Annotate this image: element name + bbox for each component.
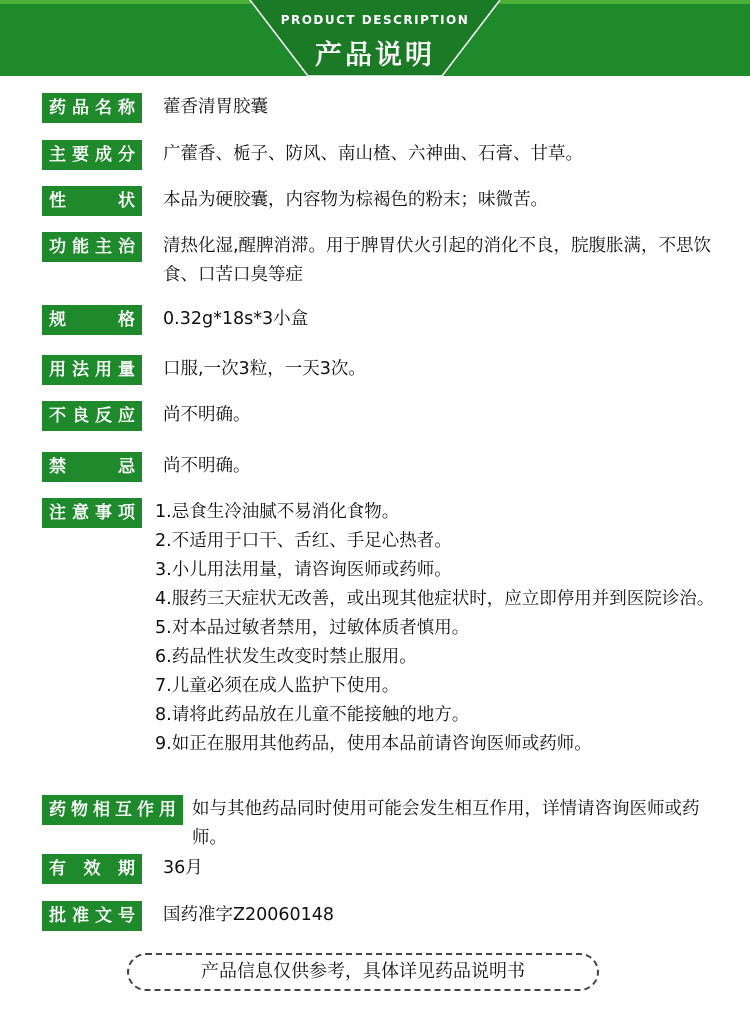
precaution-item: 2.不适用于口干、舌红、手足心热者。 (155, 531, 452, 551)
field-adverse-value: 尚不明确。 (163, 405, 251, 425)
field-adverse-label: 不良反应 (42, 401, 142, 431)
field-precautions-list (155, 498, 726, 759)
precaution-item: 8.请将此药品放在儿童不能接触的地方。 (155, 705, 470, 725)
precaution-item: 7.儿童必须在成人监护下使用。 (155, 676, 400, 696)
footer-note: 产品信息仅供参考，具体详见药品说明书 (127, 953, 599, 991)
field-expiry-label: 有 效 期 (42, 854, 142, 884)
field-name-label: 药品名称 (42, 93, 142, 123)
field-approval-value: 国药准字Z20060148 (163, 905, 335, 925)
field-appearance-value: 本品为硬胶囊，内容物为棕褐色的粉末；味微苦。 (163, 190, 548, 210)
precaution-item: 9.如正在服用其他药品，使用本品前请咨询医师或药师。 (155, 734, 592, 754)
field-indications-value: 清热化湿,醒脾消滞。用于脾胃伏火引起的消化不良，脘腹胀满，不思饮食、口苦口臭等症 (163, 236, 712, 285)
precaution-item: 5.对本品过敏者禁用，过敏体质者慎用。 (155, 618, 470, 638)
field-spec-value: 0.32g*18s*3小盒 (163, 309, 309, 329)
field-ingredients-label: 主要成分 (42, 140, 142, 170)
field-expiry-value: 36月 (163, 858, 203, 878)
field-name-value: 藿香清胃胶囊 (163, 97, 268, 117)
field-contraindications-label: 禁 忌 (42, 452, 142, 482)
field-indications-label: 功能主治 (42, 232, 142, 262)
field-appearance-label: 性 状 (42, 186, 142, 216)
field-interactions-value: 如与其他药品同时使用可能会发生相互作用，详情请咨询医师或药师。 (192, 799, 700, 848)
field-interactions-label: 药物相互作用 (42, 795, 183, 825)
field-precautions-label: 注意事项 (42, 498, 142, 528)
header-title-cn: 产品说明 (315, 40, 435, 71)
header-banner (0, 0, 750, 76)
precaution-item: 6.药品性状发生改变时禁止服用。 (155, 647, 417, 667)
field-dosage-value: 口服,一次3粒，一天3次。 (163, 359, 366, 379)
precaution-item: 1.忌食生冷油腻不易消化食物。 (155, 502, 400, 522)
field-dosage-label: 用法用量 (42, 355, 142, 385)
field-ingredients-value: 广藿香、栀子、防风、南山楂、六神曲、石膏、甘草。 (163, 144, 583, 164)
header-title-en: PRODUCT DESCRIPTION (280, 13, 470, 27)
field-contraindications-value: 尚不明确。 (163, 456, 251, 476)
field-spec-label: 规 格 (42, 305, 142, 335)
field-approval-label: 批准文号 (42, 901, 142, 931)
precaution-item: 4.服药三天症状无改善，或出现其他症状时，应立即停用并到医院诊治。 (155, 589, 715, 609)
precaution-item: 3.小儿用法用量，请咨询医师或药师。 (155, 560, 452, 580)
